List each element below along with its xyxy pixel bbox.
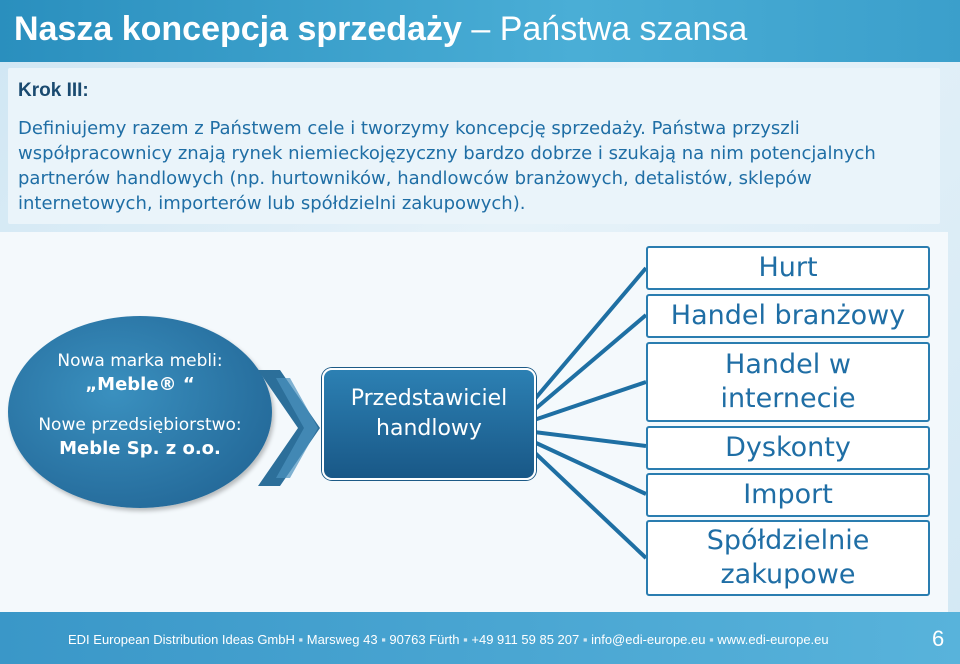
title-sub: Państwa szansa (499, 10, 748, 48)
channel-box-import (646, 473, 930, 517)
arrow-chevrons-icon (258, 370, 322, 486)
footer-company: EDI European Distribution Ideas GmbH (68, 632, 295, 647)
intro-paragraph: Definiujemy razem z Państwem cele i tworzymy koncepcję sprzedaży. Państwa przyszli współpracownicy znają rynek niemieckojęzyczny bardzo dobrze i szukają na nim potencjalnych partnerów handlowych (np. hurtowników, handlowców branżowych, detalistów, sklepów internetowych, importerów lub spółdzielni zakupowych). (18, 118, 876, 214)
channel-box-dyskonty (646, 426, 930, 470)
channel-box-handel-branzowy (646, 294, 930, 338)
channel-label: Handel branżowy (670, 300, 906, 331)
footer-separator: ▪ (582, 632, 588, 647)
footer-separator: ▪ (709, 632, 714, 647)
footer-phone: +49 911 59 85 207 (471, 632, 580, 647)
channel-box-spoldzielnie-zakupowe (646, 520, 930, 596)
channel-label: Spółdzielnie zakupowe (706, 525, 870, 590)
circle-line1: Nowa marka mebli: (57, 351, 223, 371)
brand-circle-text (8, 350, 272, 460)
title-dash: – (461, 10, 500, 48)
step-heading: Krok III: (18, 80, 89, 101)
rep-line1: Przedstawiciel (350, 386, 508, 411)
footer-contact (68, 632, 829, 647)
footer-email[interactable]: info@edi-europe.eu (591, 632, 706, 647)
footer-street: Marsweg 43 (306, 632, 378, 647)
circle-line4: Meble Sp. z o.o. (59, 438, 221, 459)
circle-line3: Nowe przedsiębiorstwo: (38, 415, 242, 435)
page-number: 6 (932, 626, 945, 651)
circle-line2: „Meble® “ (85, 374, 195, 395)
sales-representative-box (322, 368, 536, 480)
footer-website[interactable]: www.edi-europe.eu (717, 632, 829, 647)
title-main: Nasza koncepcja sprzedaży (14, 10, 462, 48)
footer-separator: ▪ (463, 632, 468, 647)
channel-label: Dyskonty (725, 432, 851, 463)
channel-label: Handel w internecie (720, 349, 856, 414)
footer-city: 90763 Fürth (389, 632, 460, 647)
rep-line2: handlowy (376, 416, 482, 441)
channel-box-handel-w-internecie (646, 342, 930, 422)
footer-separator: ▪ (298, 632, 304, 647)
channel-label: Hurt (758, 252, 818, 283)
footer-separator: ▪ (381, 632, 386, 647)
channel-label: Import (743, 479, 833, 510)
channel-box-hurt (646, 246, 930, 290)
